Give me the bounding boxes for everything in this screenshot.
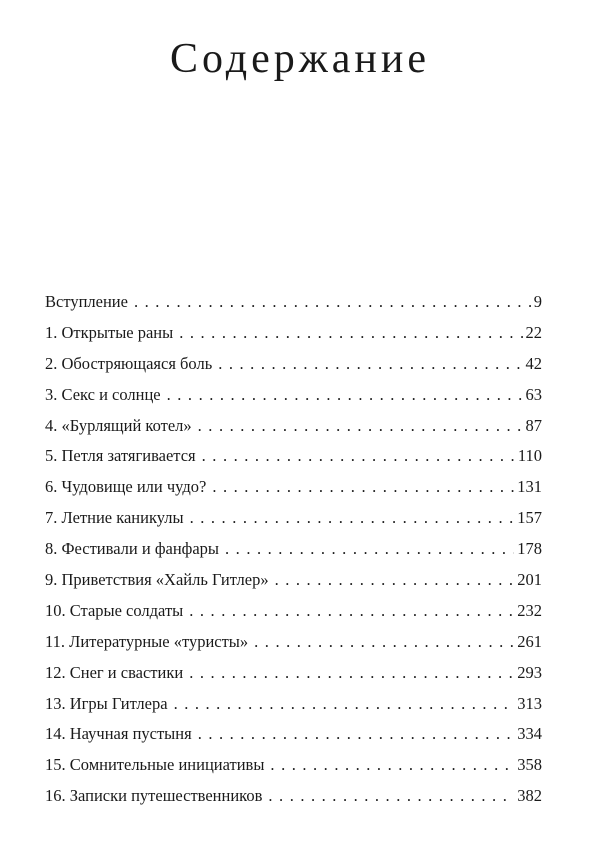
toc-entry [45,565,542,596]
toc-entry [45,441,542,472]
toc-page-number: 232 [517,600,542,620]
toc-page-number: 201 [517,570,542,590]
dot-leader [198,719,515,750]
toc-page-number: 261 [517,631,542,651]
toc-entry [45,658,542,689]
toc-entry-title: 6. Чудовище или чудо? [45,477,207,497]
toc-page-number: 358 [517,755,542,775]
toc-entry-title: 9. Приветствия «Хайль Гитлер» [45,570,269,590]
dot-leader [134,287,531,318]
toc-entry [45,411,542,442]
dot-leader [212,472,514,503]
toc-entry [45,596,542,627]
toc-entry-title: 16. Записки путешественников [45,786,263,806]
dot-leader [190,503,515,534]
toc-entry-title: Вступление [45,292,128,311]
dot-leader [179,318,522,349]
toc-page-number: 178 [517,539,542,559]
dot-leader [275,565,515,596]
toc-page-number: 42 [525,353,542,373]
toc-entry [45,318,542,349]
toc-entry [45,627,542,658]
dot-leader [189,658,514,689]
toc-entry [45,689,542,720]
toc-entry-title: 8. Фестивали и фанфары [45,539,220,559]
toc-page-number: 382 [517,786,542,806]
toc-page-number: 313 [517,693,542,713]
toc-entry-title: 14. Научная пустыня [45,724,192,744]
toc-entry [45,472,542,503]
table-of-contents [45,287,542,812]
toc-entry [45,349,542,380]
toc-page-number: 110 [517,446,542,466]
dot-leader [254,627,514,658]
toc-page-number: 63 [525,384,542,404]
toc-page-number: 9 [533,292,542,311]
toc-page-number: 22 [525,322,542,342]
toc-entry-title: 1. Открытые раны [45,322,174,342]
toc-entry-title: 13. Игры Гитлера [45,693,168,713]
dot-leader [174,689,515,720]
toc-entry-title: 2. Обостряющаяся боль [45,353,213,373]
toc-entry-title: 10. Старые солдаты [45,600,184,620]
toc-entry [45,719,542,750]
dot-leader [167,380,523,411]
toc-entry-title: 7. Летние каникулы [45,508,184,528]
toc-entry [45,380,542,411]
toc-entry-title: 12. Снег и свастики [45,662,184,682]
toc-page-number: 131 [517,477,542,497]
dot-leader [270,750,514,781]
dot-leader [189,596,514,627]
dot-leader [225,534,514,565]
toc-entry [45,534,542,565]
toc-page-number: 293 [517,662,542,682]
dot-leader [268,781,514,812]
toc-entry-title: 15. Сомнительные инициативы [45,755,265,775]
toc-entry [45,503,542,534]
dot-leader [202,441,515,472]
toc-entry-title: 4. «Бурлящий котел» [45,415,192,435]
toc-entry-title: 3. Секс и солнце [45,384,161,404]
toc-entry [45,750,542,781]
toc-entry-title: 11. Литературные «туристы» [45,631,249,651]
toc-entry [45,781,542,812]
dot-leader [198,411,523,442]
toc-page-number: 87 [525,415,542,435]
toc-entry-title: 5. Петля затягивается [45,446,196,466]
toc-entry [45,287,542,318]
toc-page-number: 157 [517,508,542,528]
toc-page-number: 334 [517,724,542,744]
page-title: Содержание [169,36,431,82]
dot-leader [218,349,522,380]
